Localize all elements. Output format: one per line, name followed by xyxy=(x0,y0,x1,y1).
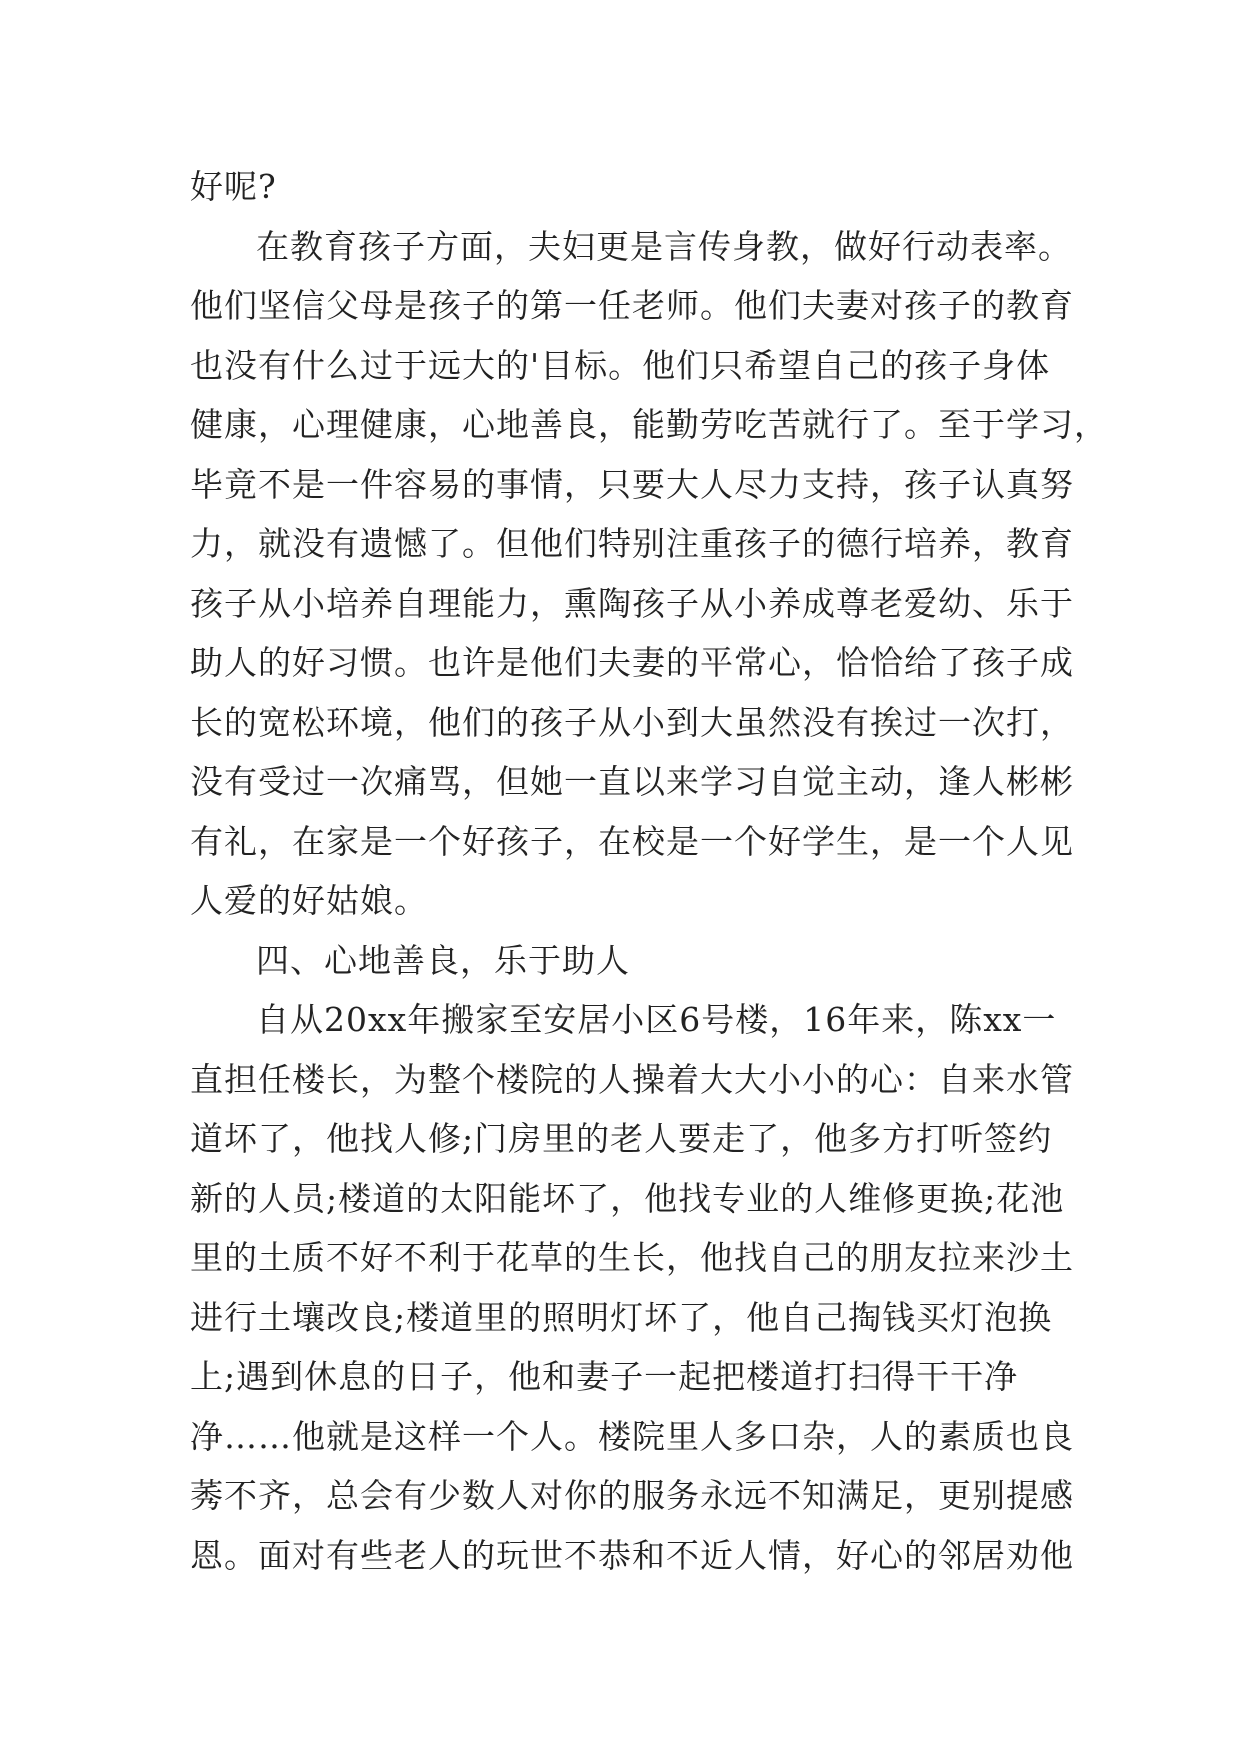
text-line: 力，就没有遗憾了。但他们特别注重孩子的德行培养，教育 xyxy=(190,524,1074,563)
text-line: 也没有什么过于远大的'目标。他们只希望自己的孩子身体 xyxy=(190,345,1051,385)
text-line: 道坏了，他找人修;门房里的老人要走了，他多方打听签约 xyxy=(190,1119,1053,1158)
text-line: 直担任楼长，为整个楼院的人操着大大小小的心：自来水管 xyxy=(190,1059,1074,1099)
text-line: 里的土质不好不利于花草的生长，他找自己的朋友拉来沙土 xyxy=(190,1238,1074,1277)
text-line: 四、心地善良，乐于助人 xyxy=(256,940,630,980)
text-line: 长的宽松环境，他们的孩子从小到大虽然没有挨过一次打， xyxy=(190,702,1074,742)
text-line: 没有受过一次痛骂，但她一直以来学习自觉主动，逢人彬彬 xyxy=(190,762,1074,801)
text-line: 有礼，在家是一个好孩子，在校是一个好学生，是一个人见 xyxy=(190,821,1074,861)
text-line: 上;遇到休息的日子，他和妻子一起把楼道打扫得干干净 xyxy=(190,1357,1019,1396)
text-line: 新的人员;楼道的太阳能坏了，他找专业的人维修更换;花池 xyxy=(190,1178,1065,1218)
text-line: 恩。面对有些老人的玩世不恭和不近人情，好心的邻居劝他 xyxy=(190,1535,1074,1575)
text-line: 进行土壤改良;楼道里的照明灯坏了，他自己掏钱买灯泡换 xyxy=(190,1297,1053,1337)
text-line: 助人的好习惯。也许是他们夫妻的平常心，恰恰给了孩子成 xyxy=(190,643,1074,682)
text-line: 自从20xx年搬家至安居小区6号楼，16年来，陈xx一 xyxy=(256,1000,1057,1039)
text-line: 净……他就是这样一个人。楼院里人多口杂，人的素质也良 xyxy=(190,1416,1074,1456)
text-line: 好呢? xyxy=(190,167,277,206)
text-line: 孩子从小培养自理能力，熏陶孩子从小养成尊老爱幼、乐于 xyxy=(190,583,1074,623)
text-line: 人爱的好姑娘。 xyxy=(190,881,428,920)
text-line: 在教育孩子方面，夫妇更是言传身教，做好行动表率。 xyxy=(256,226,1072,266)
text-line: 他们坚信父母是孩子的第一任老师。他们夫妻对孩子的教育 xyxy=(190,286,1074,325)
text-line: 健康，心理健康，心地善良，能勤劳吃苦就行了。至于学习， xyxy=(190,405,1108,444)
text-line: 毕竟不是一件容易的事情，只要大人尽力支持，孩子认真努 xyxy=(190,464,1074,504)
document-body xyxy=(190,157,1108,1585)
text-line: 莠不齐，总会有少数人对你的服务永远不知满足，更别提感 xyxy=(190,1476,1074,1515)
